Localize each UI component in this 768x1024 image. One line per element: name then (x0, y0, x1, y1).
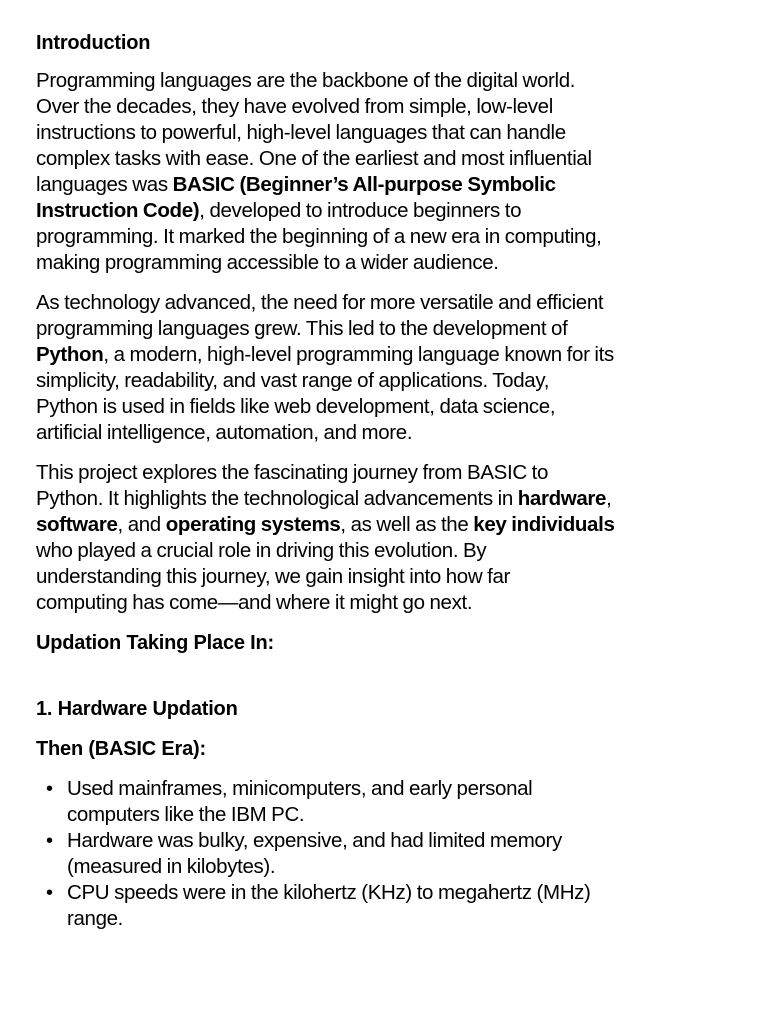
text-line: As technology advanced, the need for more versatile and efficient (36, 291, 604, 314)
text-line: computing has come—and where it might go next. (36, 591, 473, 614)
text-line: Python is used in fields like web development, data science, (36, 395, 556, 418)
bullet-icon: • (46, 882, 53, 904)
then-heading: Then (BASIC Era): (36, 738, 206, 760)
text-line: complex tasks with ease. One of the earliest and most influential (36, 147, 592, 170)
bullet-icon: • (46, 778, 53, 800)
intro-paragraph-2 (36, 290, 738, 446)
hardware-section-heading: 1. Hardware Updation (36, 698, 238, 720)
text-line (36, 512, 738, 538)
bold-term: operating systems (165, 513, 341, 536)
text-fragment: Python. It highlights the technological advancements in (36, 487, 518, 510)
text-line: simplicity, readability, and vast range of applications. Today, (36, 369, 550, 392)
text-fragment: , as well as the (340, 513, 474, 536)
intro-paragraph-3 (36, 460, 738, 616)
text-line: understanding this journey, we gain insight into how far (36, 565, 511, 588)
text-fragment: , a modern, high-level programming language known for its (103, 343, 614, 366)
list-item-line: CPU speeds were in the kilohertz (KHz) to megahertz (MHz) (67, 881, 591, 904)
bullet-icon: • (46, 830, 53, 852)
text-fragment: languages was (36, 173, 173, 196)
bold-term: BASIC (Beginner’s All-purpose Symbolic (172, 173, 556, 196)
list-item (36, 776, 738, 828)
list-item-line: Hardware was bulky, expensive, and had limited memory (67, 829, 562, 852)
text-line: who played a crucial role in driving this evolution. By (36, 539, 487, 562)
bold-term: hardware (517, 487, 607, 510)
text-line: artificial intelligence, automation, and more. (36, 421, 413, 444)
text-line: This project explores the fascinating journey from BASIC to (36, 461, 549, 484)
text-line: instructions to powerful, high-level languages that can handle (36, 121, 566, 144)
hardware-then-list (36, 776, 738, 932)
text-line: programming. It marked the beginning of a new era in computing, (36, 225, 602, 248)
text-fragment: , developed to introduce beginners to (199, 199, 522, 222)
intro-paragraph-1 (36, 68, 738, 276)
text-line (36, 172, 738, 198)
text-line: Programming languages are the backbone of the digital world. (36, 69, 576, 92)
list-item (36, 828, 738, 880)
list-item (36, 880, 738, 932)
list-item-line: Used mainframes, minicomputers, and early personal (67, 777, 533, 800)
list-item-line: (measured in kilobytes). (67, 855, 276, 878)
text-line: making programming accessible to a wider audience. (36, 251, 499, 274)
text-fragment: , (606, 487, 612, 510)
list-item-line: computers like the IBM PC. (67, 803, 305, 826)
text-line (36, 342, 738, 368)
bold-term: key individuals (473, 513, 615, 536)
intro-heading: Introduction (36, 32, 151, 54)
text-line: Over the decades, they have evolved from simple, low-level (36, 95, 553, 118)
text-line: programming languages grew. This led to the development of (36, 317, 568, 340)
bold-term: Instruction Code) (36, 199, 200, 222)
text-fragment: , and (117, 513, 166, 536)
text-line (36, 198, 738, 224)
bold-term: software (36, 513, 118, 536)
updation-heading: Updation Taking Place In: (36, 632, 274, 654)
bold-term: Python (36, 343, 104, 366)
list-item-line: range. (67, 907, 124, 930)
text-line (36, 486, 738, 512)
